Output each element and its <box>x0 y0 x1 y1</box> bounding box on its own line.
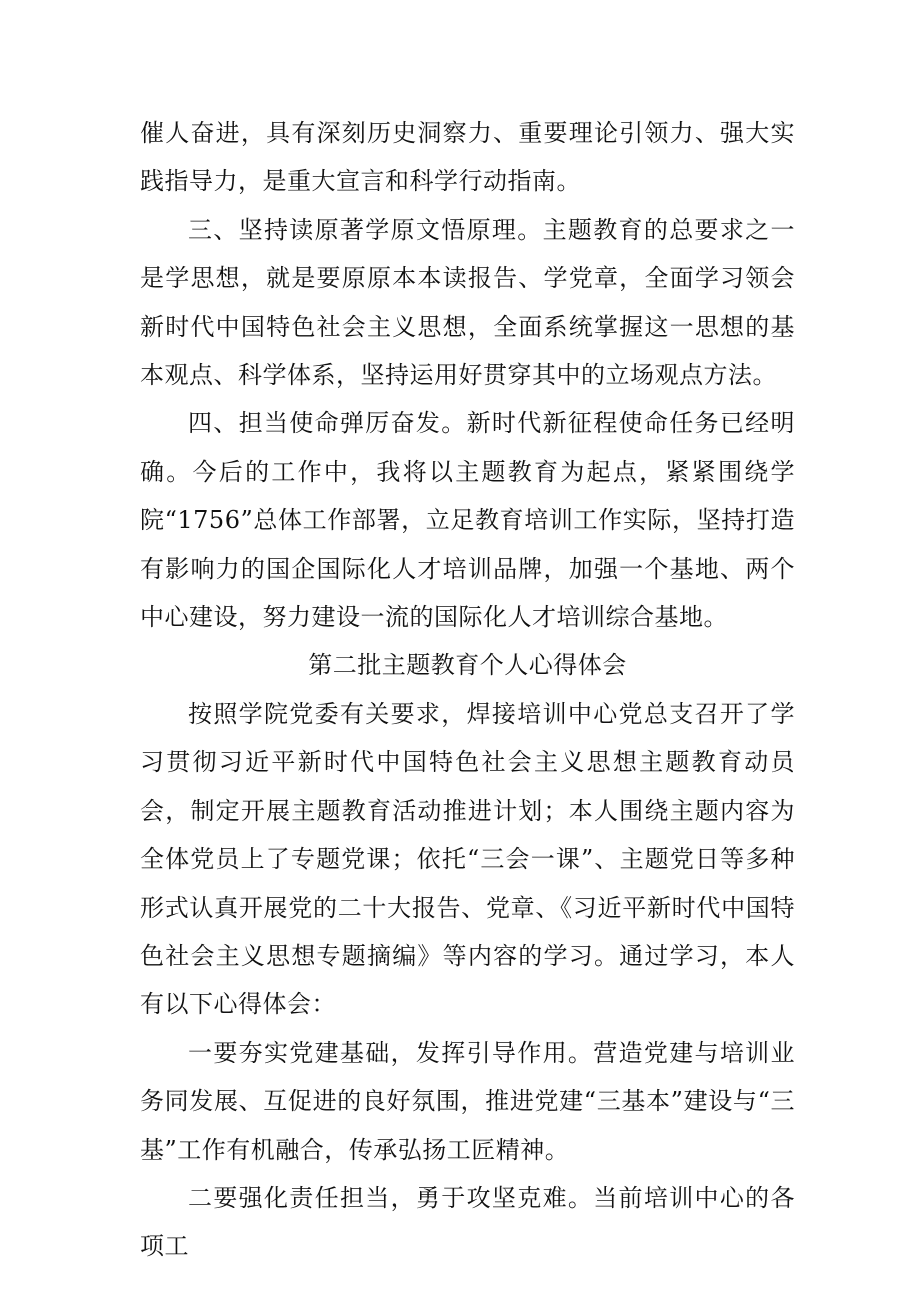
document-body <box>140 109 795 1271</box>
document-title: 第二批主题教育个人心得体会 <box>308 651 627 680</box>
paragraph-section-four: 四、担当使命弹厉奋发。新时代新征程使命任务已经明确。今后的工作中，我将以主题教育为起点，紧紧围绕学院“1756”总体工作部署，立足教育培训工作实际，坚持打造有影响力的国企国际化人才培训品牌，加强一个基地、两个中心建设，努力建设一流的国际化人才培训综合基地。 <box>140 409 795 632</box>
paragraph-point-one: 一要夯实党建基础，发挥引导作用。营造党建与培训业务同发展、互促进的良好氛围，推进党建“三基本”建设与“三基”工作有机融合，传承弘扬工匠精神。 <box>140 1038 795 1164</box>
paragraph-intro: 按照学院党委有关要求，焊接培训中心党总支召开了学习贯彻习近平新时代中国特色社会主义思想主题教育动员会，制定开展主题教育活动推进计划；本人围绕主题内容为全体党员上了专题党课；依托“三会一课”、主题党日等多种形式认真开展党的二十大报告、党章、《习近平新时代中国特色社会主义思想专题摘编》等内容的学习。通过学习，本人有以下心得体会： <box>140 699 795 1019</box>
paragraph-continuation: 催人奋进，具有深刻历史洞察力、重要理论引领力、强大实践指导力，是重大宣言和科学行动指南。 <box>140 119 795 196</box>
paragraph-point-two: 二要强化责任担当，勇于攻坚克难。当前培训中心的各项工 <box>140 1183 795 1261</box>
paragraph-section-three: 三、坚持读原著学原文悟原理。主题教育的总要求之一是学思想，就是要原原本本读报告、学党章，全面学习领会新时代中国特色社会主义思想，全面系统掌握这一思想的基本观点、科学体系，坚持运用好贯穿其中的立场观点方法。 <box>140 215 795 390</box>
